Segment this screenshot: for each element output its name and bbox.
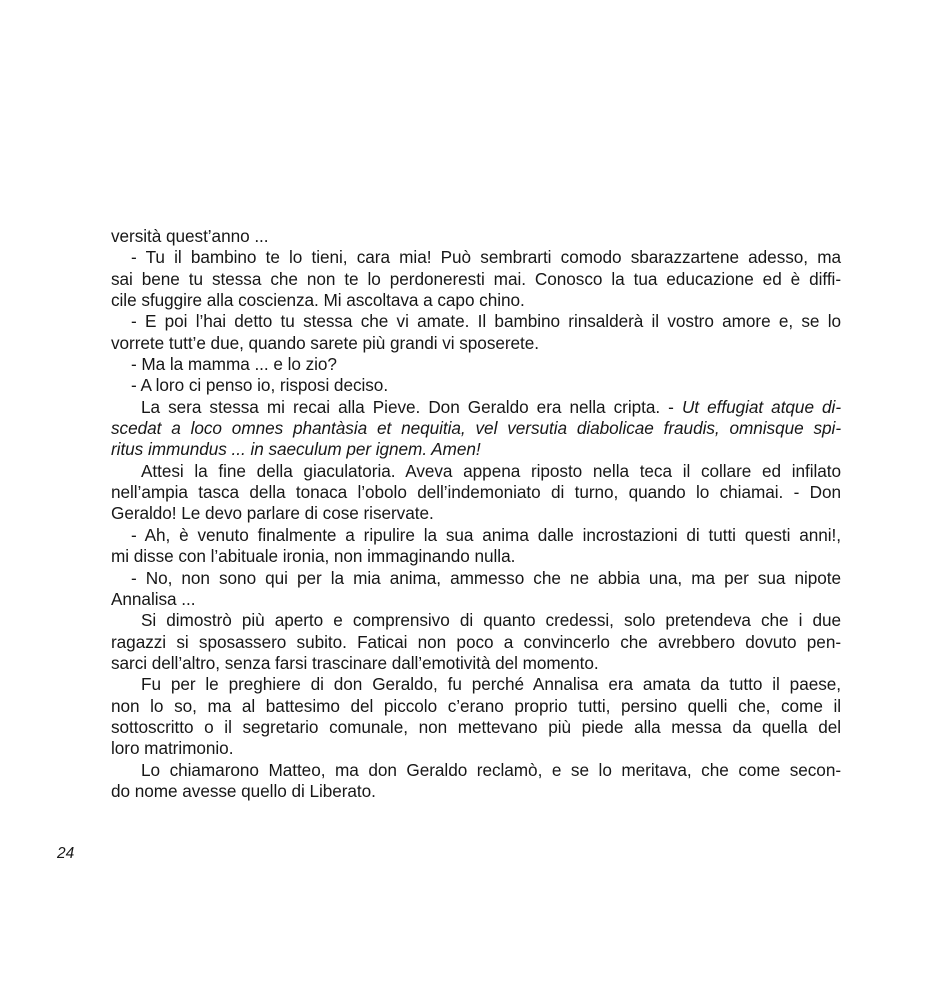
text-line: mi disse con l’abituale ironia, non immaginando nulla.	[111, 546, 516, 567]
text-line-italic: ritus immundus ... in saeculum per ignem. Amen!	[111, 439, 481, 460]
text-line: do nome avesse quello di Liberato.	[111, 780, 376, 801]
text-line: cile sfuggire alla coscienza. Mi ascoltava a capo chino.	[111, 290, 525, 311]
text-line: nell’ampia tasca della tonaca l’obolo dell’indemoniato di turno, quando lo chiamai. - Don	[111, 482, 841, 503]
text-line: sarci dell’altro, senza farsi trascinare dall’emotività del momento.	[111, 652, 599, 673]
text-line: sottoscritto o il segretario comunale, non mettevano più piede alla messa da quella del	[111, 716, 841, 737]
text-line: - Ma la mamma ... e lo zio?	[131, 354, 337, 375]
text-line: Geraldo! Le devo parlare di cose riservate.	[111, 503, 434, 524]
text-line: Si dimostrò più aperto e comprensivo di quanto credessi, solo pretendeva che i due	[141, 610, 841, 631]
text-line: - Tu il bambino te lo tieni, cara mia! Può sembrarti comodo sbarazzartene adesso, ma	[131, 247, 841, 268]
text-line: Attesi la fine della giaculatoria. Aveva appena riposto nella teca il collare ed infilato	[141, 460, 841, 481]
text-run-italic: Ut effugiat atque di-	[681, 396, 841, 417]
text-line: - No, non sono qui per la mia anima, ammesso che ne abbia una, ma per sua nipote	[131, 567, 841, 588]
text-line: vorrete tutt’e due, quando sarete più grandi vi sposerete.	[111, 332, 540, 353]
text-line: ragazzi si sposassero subito. Faticai non poco a convincerlo che avrebbero dovuto pen-	[111, 631, 841, 652]
text-line: Lo chiamarono Matteo, ma don Geraldo reclamò, e se lo meritava, che come secon-	[141, 759, 841, 780]
page-number: 24	[57, 845, 75, 862]
text-line: Annalisa ...	[111, 588, 196, 609]
body-text-block	[111, 226, 841, 802]
text-line: non lo so, ma al battesimo del piccolo c’erano proprio tutti, persino quelli che, come il	[111, 695, 841, 716]
text-line: - Ah, è venuto finalmente a ripulire la sua anima dalle incrostazioni di tutti questi anni!,	[131, 524, 841, 545]
text-line: Fu per le preghiere di don Geraldo, fu perché Annalisa era amata da tutto il paese,	[141, 674, 841, 695]
text-line: versità quest’anno ...	[111, 226, 269, 246]
text-line-italic: scedat a loco omnes phantàsia et nequitia, vel versutia diabolicae fraudis, omnisque spi-	[111, 418, 841, 439]
text-line: loro matrimonio.	[111, 738, 234, 759]
text-line: - E poi l’hai detto tu stessa che vi amate. Il bambino rinsalderà il vostro amore e, se lo	[131, 311, 841, 332]
text-line: - A loro ci penso io, risposi deciso.	[131, 375, 389, 396]
text-line: sai bene tu stessa che non te lo perdoneresti mai. Conosco la tua educazione ed è diffi-	[111, 268, 841, 289]
text-run-roman: La sera stessa mi recai alla Pieve. Don Geraldo era nella cripta. -	[141, 396, 682, 417]
text-line-mixed	[111, 397, 841, 418]
